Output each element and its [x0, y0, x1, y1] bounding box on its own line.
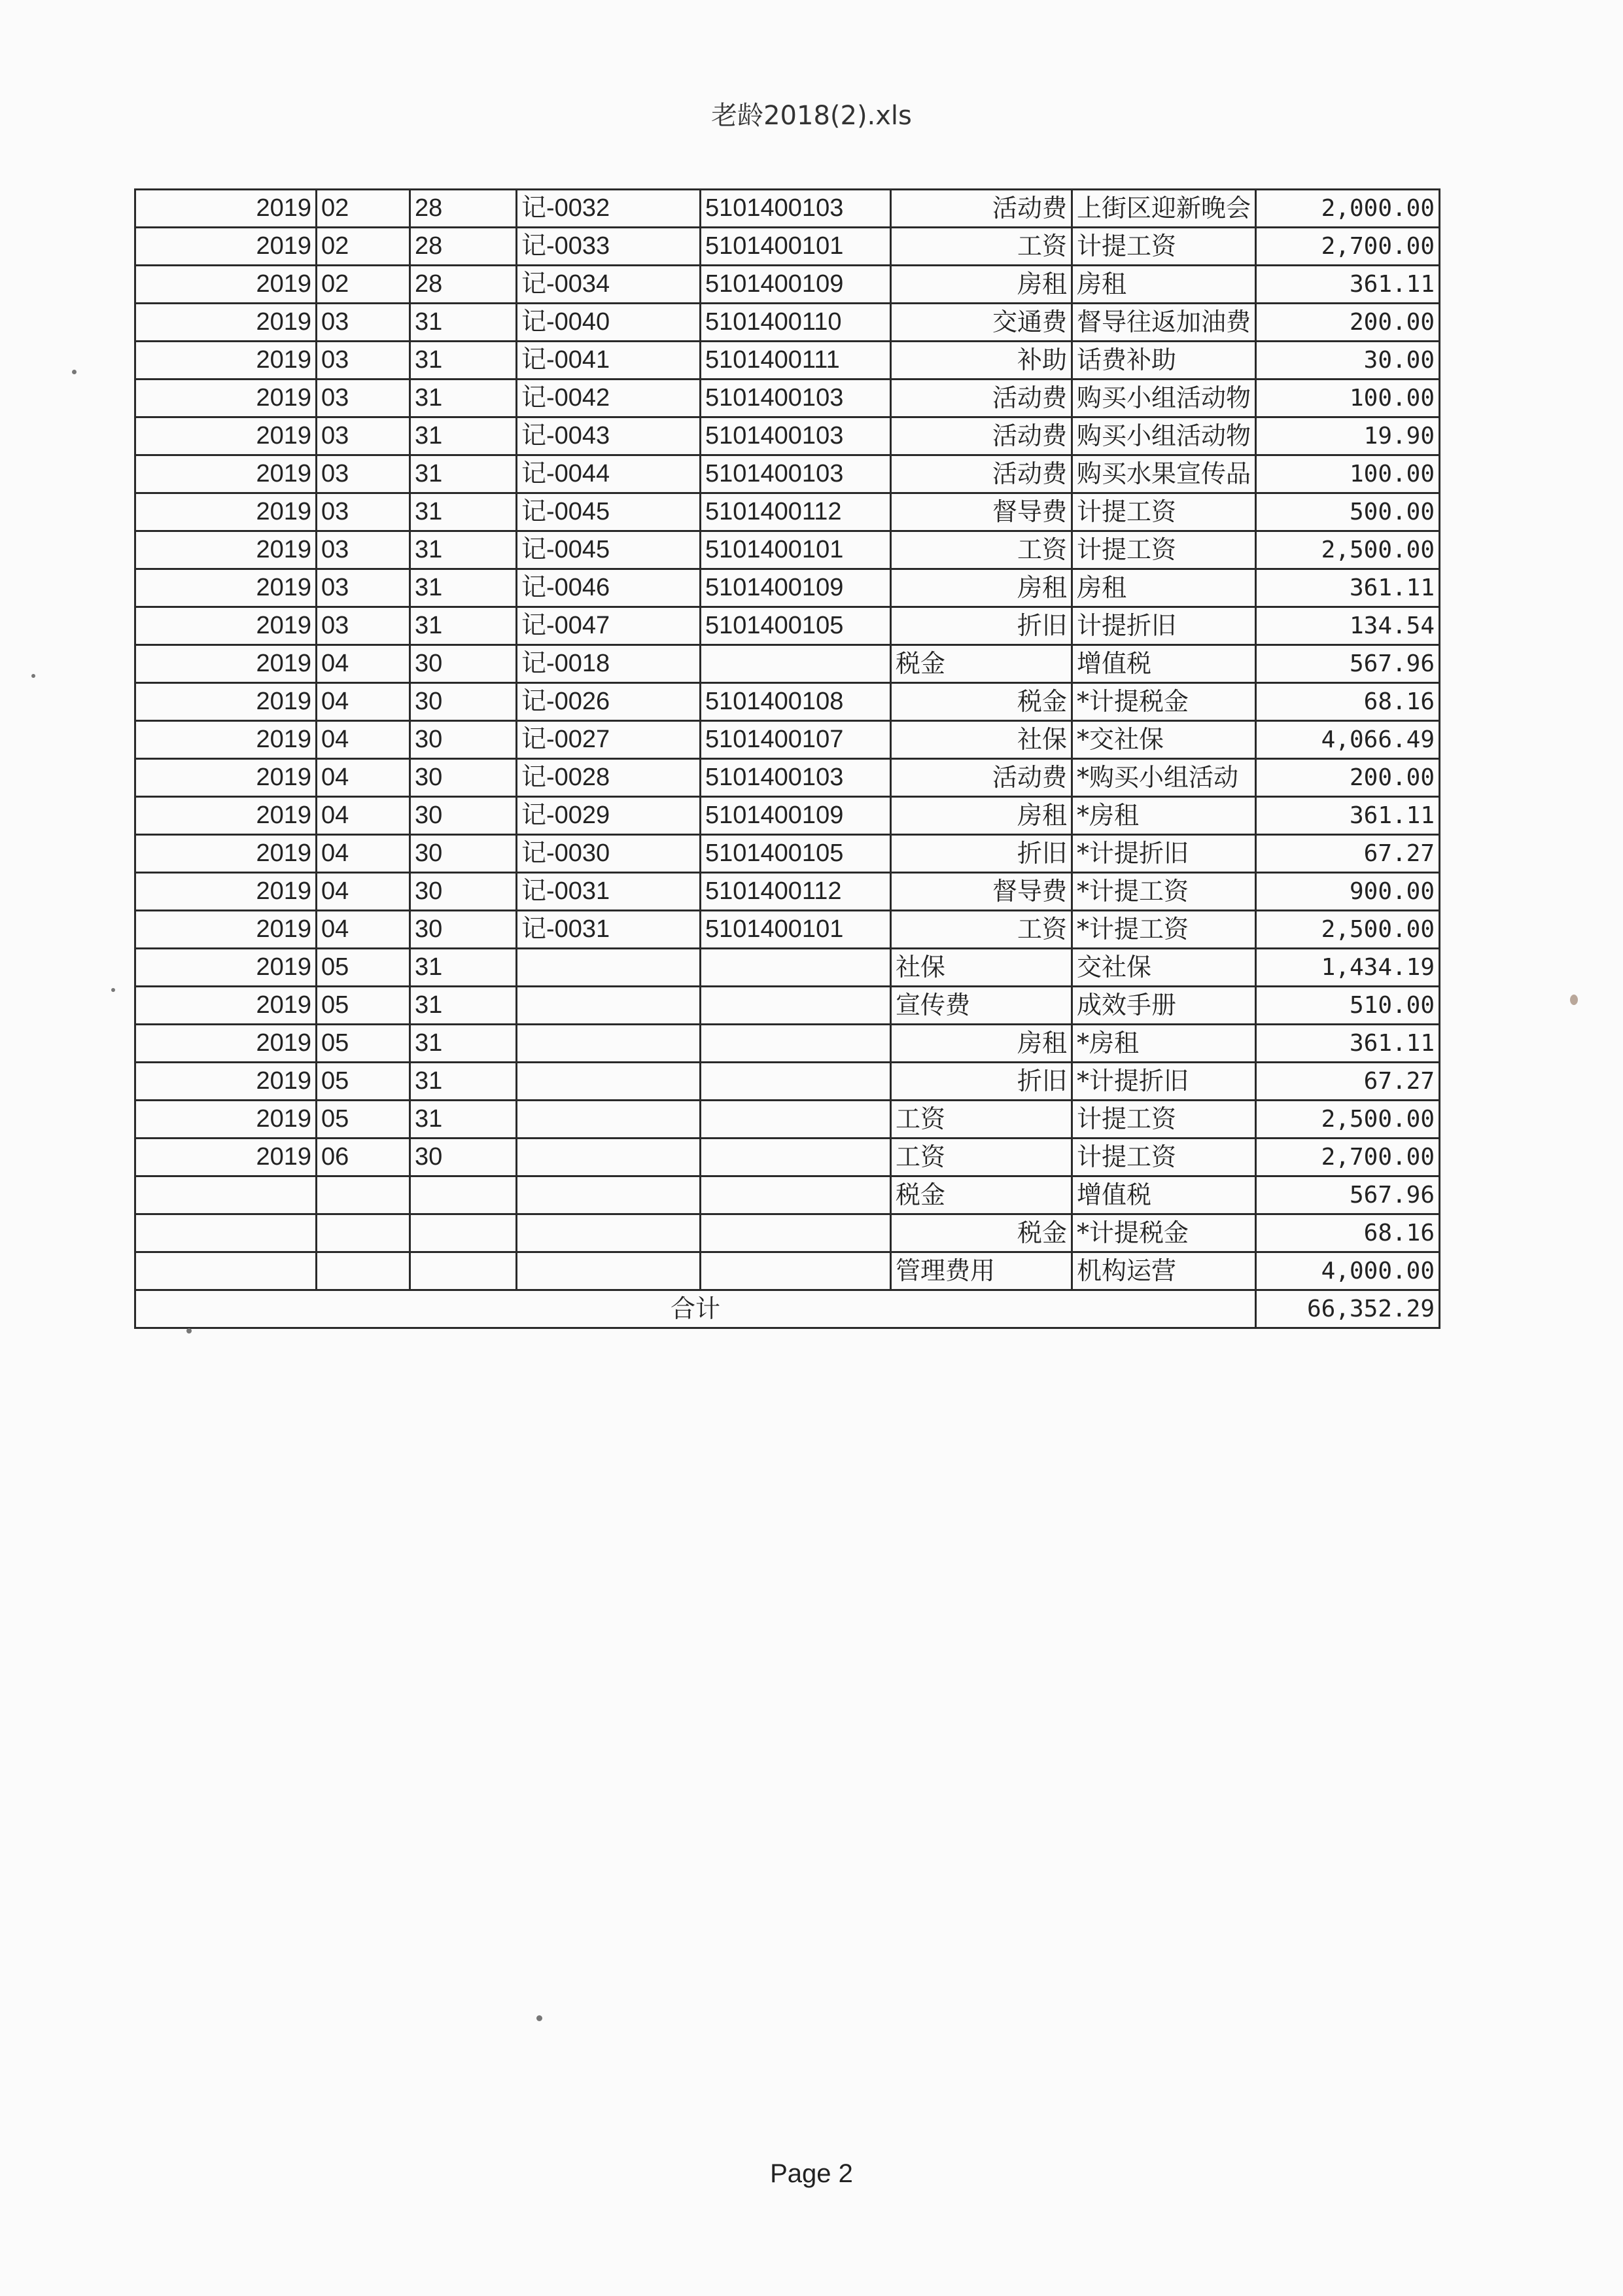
- description-cell: *计提税金: [1072, 683, 1256, 721]
- voucher-cell: 记-0029: [517, 797, 701, 835]
- description-cell: *计提折旧: [1072, 835, 1256, 873]
- description-cell: *计提工资: [1072, 873, 1256, 911]
- scan-speck: [31, 674, 35, 678]
- month-cell: [317, 1214, 410, 1252]
- month-cell: 03: [317, 304, 410, 342]
- table-row: [135, 380, 1440, 417]
- account-code-cell: [701, 1139, 891, 1176]
- category-cell: 活动费: [891, 190, 1072, 228]
- table-row: [135, 645, 1440, 683]
- account-code-cell: 5101400112: [701, 493, 891, 531]
- month-cell: 05: [317, 1063, 410, 1101]
- year-cell: 2019: [135, 759, 317, 797]
- amount-cell: 30.00: [1256, 342, 1440, 380]
- table-row: [135, 607, 1440, 645]
- table-row: [135, 1101, 1440, 1139]
- page-number: Page 2: [770, 2159, 853, 2188]
- voucher-cell: [517, 1252, 701, 1290]
- table-row: [135, 304, 1440, 342]
- amount-cell: 200.00: [1256, 759, 1440, 797]
- account-code-cell: 5101400105: [701, 607, 891, 645]
- amount-cell: 500.00: [1256, 493, 1440, 531]
- day-cell: 31: [410, 342, 517, 380]
- amount-cell: 1,434.19: [1256, 949, 1440, 987]
- category-cell: 税金: [891, 645, 1072, 683]
- year-cell: 2019: [135, 873, 317, 911]
- year-cell: [135, 1252, 317, 1290]
- voucher-cell: 记-0031: [517, 911, 701, 949]
- category-cell: 督导费: [891, 873, 1072, 911]
- day-cell: 31: [410, 569, 517, 607]
- table-row: [135, 1176, 1440, 1214]
- day-cell: 30: [410, 797, 517, 835]
- description-cell: 计提工资: [1072, 1139, 1256, 1176]
- account-code-cell: [701, 1025, 891, 1063]
- year-cell: 2019: [135, 228, 317, 266]
- category-cell: 交通费: [891, 304, 1072, 342]
- amount-cell: 361.11: [1256, 797, 1440, 835]
- description-cell: 增值税: [1072, 645, 1256, 683]
- category-cell: 补助: [891, 342, 1072, 380]
- account-code-cell: [701, 1101, 891, 1139]
- category-cell: 工资: [891, 911, 1072, 949]
- day-cell: 30: [410, 759, 517, 797]
- description-cell: 购买小组活动物: [1072, 417, 1256, 455]
- table-row: [135, 911, 1440, 949]
- category-cell: 活动费: [891, 759, 1072, 797]
- amount-cell: 67.27: [1256, 835, 1440, 873]
- month-cell: 03: [317, 455, 410, 493]
- amount-cell: 68.16: [1256, 683, 1440, 721]
- description-cell: 交社保: [1072, 949, 1256, 987]
- year-cell: 2019: [135, 645, 317, 683]
- month-cell: 04: [317, 911, 410, 949]
- month-cell: 03: [317, 380, 410, 417]
- table-row: [135, 1214, 1440, 1252]
- year-cell: 2019: [135, 493, 317, 531]
- month-cell: 05: [317, 1101, 410, 1139]
- day-cell: 30: [410, 645, 517, 683]
- day-cell: 31: [410, 417, 517, 455]
- voucher-cell: [517, 949, 701, 987]
- day-cell: [410, 1214, 517, 1252]
- amount-cell: 2,700.00: [1256, 228, 1440, 266]
- month-cell: 03: [317, 531, 410, 569]
- amount-cell: 567.96: [1256, 1176, 1440, 1214]
- category-cell: 折旧: [891, 607, 1072, 645]
- account-code-cell: 5101400101: [701, 228, 891, 266]
- month-cell: 05: [317, 1025, 410, 1063]
- year-cell: 2019: [135, 683, 317, 721]
- account-code-cell: [701, 1063, 891, 1101]
- year-cell: 2019: [135, 455, 317, 493]
- amount-cell: 100.00: [1256, 380, 1440, 417]
- category-cell: 活动费: [891, 417, 1072, 455]
- day-cell: 28: [410, 228, 517, 266]
- description-cell: 房租: [1072, 569, 1256, 607]
- year-cell: [135, 1176, 317, 1214]
- voucher-cell: 记-0043: [517, 417, 701, 455]
- month-cell: 04: [317, 759, 410, 797]
- amount-cell: 67.27: [1256, 1063, 1440, 1101]
- category-cell: 房租: [891, 1025, 1072, 1063]
- scan-speck: [111, 988, 115, 992]
- category-cell: 工资: [891, 1139, 1072, 1176]
- voucher-cell: 记-0041: [517, 342, 701, 380]
- amount-cell: 361.11: [1256, 569, 1440, 607]
- table-row: [135, 987, 1440, 1025]
- year-cell: 2019: [135, 266, 317, 304]
- year-cell: 2019: [135, 797, 317, 835]
- table-row: [135, 683, 1440, 721]
- description-cell: 增值税: [1072, 1176, 1256, 1214]
- category-cell: 工资: [891, 1101, 1072, 1139]
- day-cell: 31: [410, 455, 517, 493]
- account-code-cell: 5101400103: [701, 759, 891, 797]
- voucher-cell: [517, 1139, 701, 1176]
- voucher-cell: [517, 1063, 701, 1101]
- description-cell: 计提工资: [1072, 228, 1256, 266]
- account-code-cell: 5101400105: [701, 835, 891, 873]
- day-cell: 28: [410, 266, 517, 304]
- voucher-cell: 记-0045: [517, 493, 701, 531]
- amount-cell: 361.11: [1256, 1025, 1440, 1063]
- table-row: [135, 759, 1440, 797]
- category-cell: 税金: [891, 1176, 1072, 1214]
- year-cell: 2019: [135, 1063, 317, 1101]
- day-cell: 31: [410, 607, 517, 645]
- description-cell: *房租: [1072, 1025, 1256, 1063]
- month-cell: [317, 1252, 410, 1290]
- month-cell: 06: [317, 1139, 410, 1176]
- year-cell: 2019: [135, 569, 317, 607]
- year-cell: 2019: [135, 987, 317, 1025]
- table-row: [135, 1025, 1440, 1063]
- account-code-cell: [701, 949, 891, 987]
- description-cell: 购买水果宣传品: [1072, 455, 1256, 493]
- year-cell: 2019: [135, 911, 317, 949]
- month-cell: 03: [317, 569, 410, 607]
- voucher-cell: 记-0018: [517, 645, 701, 683]
- description-cell: 购买小组活动物: [1072, 380, 1256, 417]
- voucher-cell: 记-0026: [517, 683, 701, 721]
- category-cell: 房租: [891, 797, 1072, 835]
- month-cell: 02: [317, 228, 410, 266]
- scan-speck: [72, 370, 77, 374]
- day-cell: 31: [410, 1063, 517, 1101]
- category-cell: 房租: [891, 569, 1072, 607]
- year-cell: 2019: [135, 380, 317, 417]
- voucher-cell: 记-0042: [517, 380, 701, 417]
- account-code-cell: 5101400103: [701, 417, 891, 455]
- description-cell: 计提折旧: [1072, 607, 1256, 645]
- month-cell: 05: [317, 987, 410, 1025]
- day-cell: 31: [410, 304, 517, 342]
- voucher-cell: 记-0044: [517, 455, 701, 493]
- month-cell: 03: [317, 493, 410, 531]
- account-code-cell: 5101400107: [701, 721, 891, 759]
- table-row: [135, 569, 1440, 607]
- year-cell: 2019: [135, 721, 317, 759]
- amount-cell: 567.96: [1256, 645, 1440, 683]
- description-cell: *计提折旧: [1072, 1063, 1256, 1101]
- day-cell: 31: [410, 949, 517, 987]
- amount-cell: 4,066.49: [1256, 721, 1440, 759]
- account-code-cell: 5101400103: [701, 190, 891, 228]
- account-code-cell: [701, 1252, 891, 1290]
- description-cell: 计提工资: [1072, 531, 1256, 569]
- description-cell: 成效手册: [1072, 987, 1256, 1025]
- amount-cell: 100.00: [1256, 455, 1440, 493]
- description-cell: 话费补助: [1072, 342, 1256, 380]
- description-cell: *计提工资: [1072, 911, 1256, 949]
- category-cell: 工资: [891, 228, 1072, 266]
- account-code-cell: [701, 645, 891, 683]
- account-code-cell: 5101400101: [701, 531, 891, 569]
- account-code-cell: 5101400110: [701, 304, 891, 342]
- year-cell: 2019: [135, 949, 317, 987]
- voucher-cell: [517, 1101, 701, 1139]
- month-cell: 04: [317, 873, 410, 911]
- day-cell: 30: [410, 873, 517, 911]
- day-cell: 30: [410, 683, 517, 721]
- amount-cell: 361.11: [1256, 266, 1440, 304]
- account-code-cell: 5101400109: [701, 266, 891, 304]
- year-cell: 2019: [135, 342, 317, 380]
- category-cell: 折旧: [891, 835, 1072, 873]
- day-cell: 31: [410, 1025, 517, 1063]
- category-cell: 督导费: [891, 493, 1072, 531]
- table-row: [135, 531, 1440, 569]
- total-amount: 66,352.29: [1256, 1290, 1440, 1328]
- month-cell: 04: [317, 683, 410, 721]
- table-row: [135, 949, 1440, 987]
- year-cell: 2019: [135, 531, 317, 569]
- amount-cell: 68.16: [1256, 1214, 1440, 1252]
- year-cell: 2019: [135, 304, 317, 342]
- day-cell: 28: [410, 190, 517, 228]
- account-code-cell: 5101400109: [701, 797, 891, 835]
- total-label: 合计: [135, 1290, 1256, 1328]
- table-row: [135, 721, 1440, 759]
- account-code-cell: 5101400109: [701, 569, 891, 607]
- voucher-cell: 记-0027: [517, 721, 701, 759]
- day-cell: 31: [410, 987, 517, 1025]
- amount-cell: 510.00: [1256, 987, 1440, 1025]
- scan-speck: [1570, 995, 1578, 1005]
- account-code-cell: [701, 1214, 891, 1252]
- day-cell: 30: [410, 835, 517, 873]
- year-cell: 2019: [135, 835, 317, 873]
- account-code-cell: 5101400108: [701, 683, 891, 721]
- table-row: [135, 835, 1440, 873]
- table-row: [135, 190, 1440, 228]
- category-cell: 房租: [891, 266, 1072, 304]
- account-code-cell: 5101400111: [701, 342, 891, 380]
- page-title: 老龄2018(2).xls: [711, 101, 912, 131]
- amount-cell: 19.90: [1256, 417, 1440, 455]
- table-row: [135, 228, 1440, 266]
- category-cell: 社保: [891, 721, 1072, 759]
- day-cell: 31: [410, 493, 517, 531]
- account-code-cell: 5101400101: [701, 911, 891, 949]
- account-code-cell: 5101400112: [701, 873, 891, 911]
- voucher-cell: 记-0045: [517, 531, 701, 569]
- voucher-cell: 记-0047: [517, 607, 701, 645]
- description-cell: *计提税金: [1072, 1214, 1256, 1252]
- year-cell: 2019: [135, 190, 317, 228]
- day-cell: 31: [410, 1101, 517, 1139]
- month-cell: 03: [317, 607, 410, 645]
- account-code-cell: [701, 987, 891, 1025]
- category-cell: 社保: [891, 949, 1072, 987]
- amount-cell: 2,500.00: [1256, 1101, 1440, 1139]
- day-cell: 31: [410, 380, 517, 417]
- category-cell: 税金: [891, 683, 1072, 721]
- voucher-cell: [517, 1176, 701, 1214]
- category-cell: 管理费用: [891, 1252, 1072, 1290]
- voucher-cell: 记-0040: [517, 304, 701, 342]
- month-cell: 02: [317, 266, 410, 304]
- month-cell: 04: [317, 645, 410, 683]
- table-row: [135, 873, 1440, 911]
- day-cell: [410, 1176, 517, 1214]
- amount-cell: 2,500.00: [1256, 911, 1440, 949]
- amount-cell: 2,700.00: [1256, 1139, 1440, 1176]
- table-row: [135, 493, 1440, 531]
- day-cell: 30: [410, 1139, 517, 1176]
- voucher-cell: 记-0030: [517, 835, 701, 873]
- category-cell: 活动费: [891, 380, 1072, 417]
- description-cell: 上街区迎新晚会: [1072, 190, 1256, 228]
- month-cell: [317, 1176, 410, 1214]
- voucher-cell: 记-0033: [517, 228, 701, 266]
- year-cell: 2019: [135, 607, 317, 645]
- table-row: [135, 1252, 1440, 1290]
- month-cell: 02: [317, 190, 410, 228]
- table-row: [135, 797, 1440, 835]
- scan-speck: [536, 2015, 542, 2021]
- description-cell: 计提工资: [1072, 493, 1256, 531]
- day-cell: 30: [410, 911, 517, 949]
- day-cell: [410, 1252, 517, 1290]
- month-cell: 03: [317, 342, 410, 380]
- day-cell: 31: [410, 531, 517, 569]
- voucher-cell: 记-0046: [517, 569, 701, 607]
- category-cell: 折旧: [891, 1063, 1072, 1101]
- account-code-cell: 5101400103: [701, 455, 891, 493]
- account-code-cell: [701, 1176, 891, 1214]
- scan-speck: [186, 1328, 192, 1333]
- description-cell: 计提工资: [1072, 1101, 1256, 1139]
- amount-cell: 900.00: [1256, 873, 1440, 911]
- category-cell: 税金: [891, 1214, 1072, 1252]
- amount-cell: 2,500.00: [1256, 531, 1440, 569]
- month-cell: 04: [317, 835, 410, 873]
- month-cell: 04: [317, 721, 410, 759]
- description-cell: 房租: [1072, 266, 1256, 304]
- voucher-cell: [517, 987, 701, 1025]
- table-row: [135, 342, 1440, 380]
- category-cell: 宣传费: [891, 987, 1072, 1025]
- table-row: [135, 1139, 1440, 1176]
- month-cell: 04: [317, 797, 410, 835]
- description-cell: *交社保: [1072, 721, 1256, 759]
- voucher-cell: 记-0028: [517, 759, 701, 797]
- account-code-cell: 5101400103: [701, 380, 891, 417]
- description-cell: 督导往返加油费: [1072, 304, 1256, 342]
- amount-cell: 4,000.00: [1256, 1252, 1440, 1290]
- category-cell: 活动费: [891, 455, 1072, 493]
- voucher-cell: [517, 1214, 701, 1252]
- category-cell: 工资: [891, 531, 1072, 569]
- amount-cell: 134.54: [1256, 607, 1440, 645]
- voucher-cell: [517, 1025, 701, 1063]
- voucher-cell: 记-0031: [517, 873, 701, 911]
- ledger-table: [134, 188, 1440, 1329]
- table-row: [135, 1063, 1440, 1101]
- amount-cell: 2,000.00: [1256, 190, 1440, 228]
- year-cell: 2019: [135, 1025, 317, 1063]
- description-cell: 机构运营: [1072, 1252, 1256, 1290]
- year-cell: 2019: [135, 417, 317, 455]
- total-row: [135, 1290, 1440, 1328]
- table-row: [135, 455, 1440, 493]
- description-cell: *房租: [1072, 797, 1256, 835]
- year-cell: [135, 1214, 317, 1252]
- month-cell: 03: [317, 417, 410, 455]
- month-cell: 05: [317, 949, 410, 987]
- description-cell: *购买小组活动: [1072, 759, 1256, 797]
- day-cell: 30: [410, 721, 517, 759]
- table-row: [135, 417, 1440, 455]
- year-cell: 2019: [135, 1101, 317, 1139]
- amount-cell: 200.00: [1256, 304, 1440, 342]
- voucher-cell: 记-0032: [517, 190, 701, 228]
- table-row: [135, 266, 1440, 304]
- voucher-cell: 记-0034: [517, 266, 701, 304]
- year-cell: 2019: [135, 1139, 317, 1176]
